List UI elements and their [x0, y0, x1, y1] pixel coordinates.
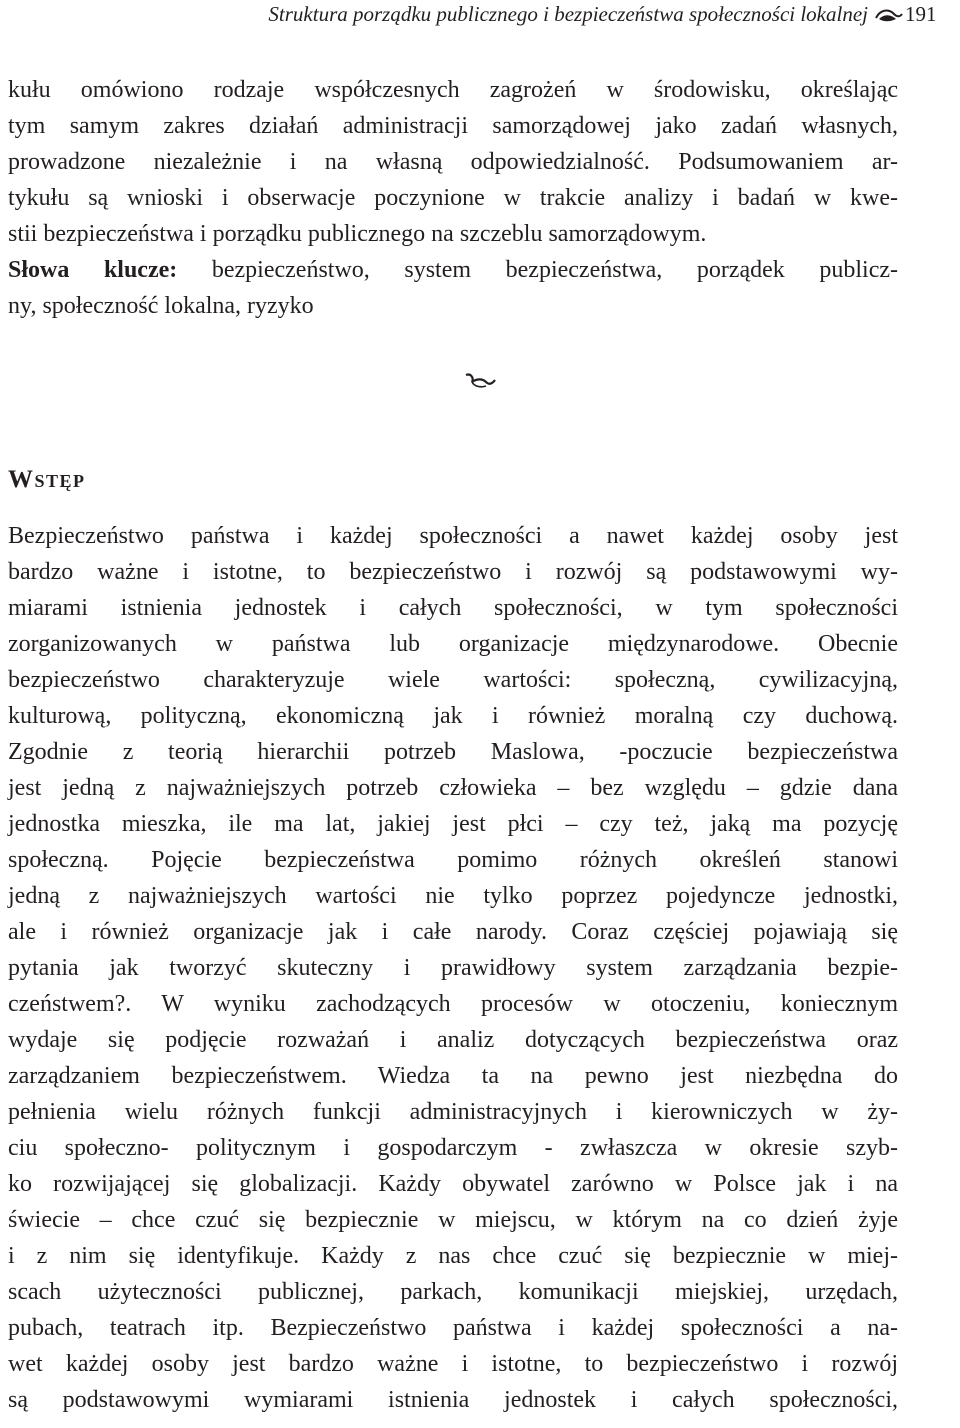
body-line: czeństwem?. W wyniku zachodzących procesów w otoczeniu, koniecznym: [8, 991, 898, 1017]
keywords-label: Słowa klucze:: [8, 257, 178, 283]
body-line: ciu społeczno- politycznym i gospodarczym - zwłaszcza w okresie szyb-: [8, 1135, 898, 1161]
body-line: są podstawowymi wymiarami istnienia jednostek i całych społeczności,: [8, 1387, 898, 1413]
body-line: kulturową, polityczną, ekonomiczną jak i również moralną czy duchową.: [8, 703, 898, 729]
abstract-line: tym samym zakres działań administracji samorządowej jako zadań własnych,: [8, 113, 898, 139]
page-header: [0, 0, 960, 40]
body-line: wet każdej osoby jest bardzo ważne i istotne, to bezpieczeństwo i rozwój: [8, 1351, 898, 1377]
body-line: jednostka mieszka, ile ma lat, jakiej jest płci – czy też, jaką ma pozycję: [8, 811, 898, 837]
keywords-text: bezpieczeństwo, system bezpieczeństwa, porządek publicz-: [177, 257, 898, 283]
body-line: Bezpieczeństwo państwa i każdej społeczności a nawet każdej osoby jest: [8, 523, 898, 549]
body-line: pubach, teatrach itp. Bezpieczeństwo państwa i każdej społeczności a na-: [8, 1315, 898, 1341]
abstract-line: tykułu są wnioski i obserwacje poczynione w trakcie analizy i badań w kwe-: [8, 185, 898, 211]
body-line: ko rozwijającej się globalizacji. Każdy obywatel zarówno w Polsce jak i na: [8, 1171, 898, 1197]
section-heading: Wstęp: [8, 466, 86, 493]
body-line: bezpieczeństwo charakteryzuje wiele wartości: społeczną, cywilizacyjną,: [8, 667, 898, 693]
body-line: pełnienia wielu różnych funkcji administracyjnych i kierowniczych w ży-: [8, 1099, 898, 1125]
abstract-line: stii bezpieczeństwa i porządku publicznego na szczeblu samorządowym.: [8, 221, 707, 247]
body-line: Zgodnie z teorią hierarchii potrzeb Maslowa, -poczucie bezpieczeństwa: [8, 739, 898, 765]
body-line: zorganizowanych w państwa lub organizacje międzynarodowe. Obecnie: [8, 631, 898, 657]
abstract-line: kułu omówiono rodzaje współczesnych zagrożeń w środowisku, określając: [8, 77, 898, 103]
keywords-line: [8, 252, 898, 290]
body-line: zarządzaniem bezpieczeństwem. Wiedza ta na pewno jest niezbędna do: [8, 1063, 898, 1089]
body-line: scach użyteczności publicznej, parkach, komunikacji miejskiej, urzędach,: [8, 1279, 898, 1305]
body-line: miarami istnienia jednostek i całych społeczności, w tym społeczności: [8, 595, 898, 621]
body-line: pytania jak tworzyć skuteczny i prawidłowy system zarządzania bezpie-: [8, 955, 898, 981]
section-divider-icon: [462, 370, 498, 392]
body-line: wydaje się podjęcie rozważań i analiz dotyczących bezpieczeństwa oraz: [8, 1027, 898, 1053]
body-line: jest jedną z najważniejszych potrzeb człowieka – bez względu – gdzie dana: [8, 775, 898, 801]
body-line: ale i również organizacje jak i całe narody. Coraz częściej pojawiają się: [8, 919, 898, 945]
body-line: i z nim się identyfikuje. Każdy z nas chce czuć się bezpiecznie w miej-: [8, 1243, 898, 1269]
body-line: świecie – chce czuć się bezpiecznie w miejscu, w którym na co dzień żyje: [8, 1207, 898, 1233]
abstract-line: prowadzone niezależnie i na własną odpowiedzialność. Podsumowaniem ar-: [8, 149, 898, 175]
body-line: jedną z najważniejszych wartości nie tylko poprzez pojedyncze jednostki,: [8, 883, 898, 909]
keywords-line-2: ny, społeczność lokalna, ryzyko: [8, 293, 314, 319]
running-title: Struktura porządku publicznego i bezpieczeństwa społeczności lokalnej: [268, 2, 868, 26]
body-line: bardzo ważne i istotne, to bezpieczeństwo i rozwój są podstawowymi wy-: [8, 559, 898, 585]
leaf-ornament-icon: [874, 6, 904, 24]
page-number: 191: [905, 2, 937, 26]
body-line: społeczną. Pojęcie bezpieczeństwa pomimo różnych określeń stanowi: [8, 847, 898, 873]
